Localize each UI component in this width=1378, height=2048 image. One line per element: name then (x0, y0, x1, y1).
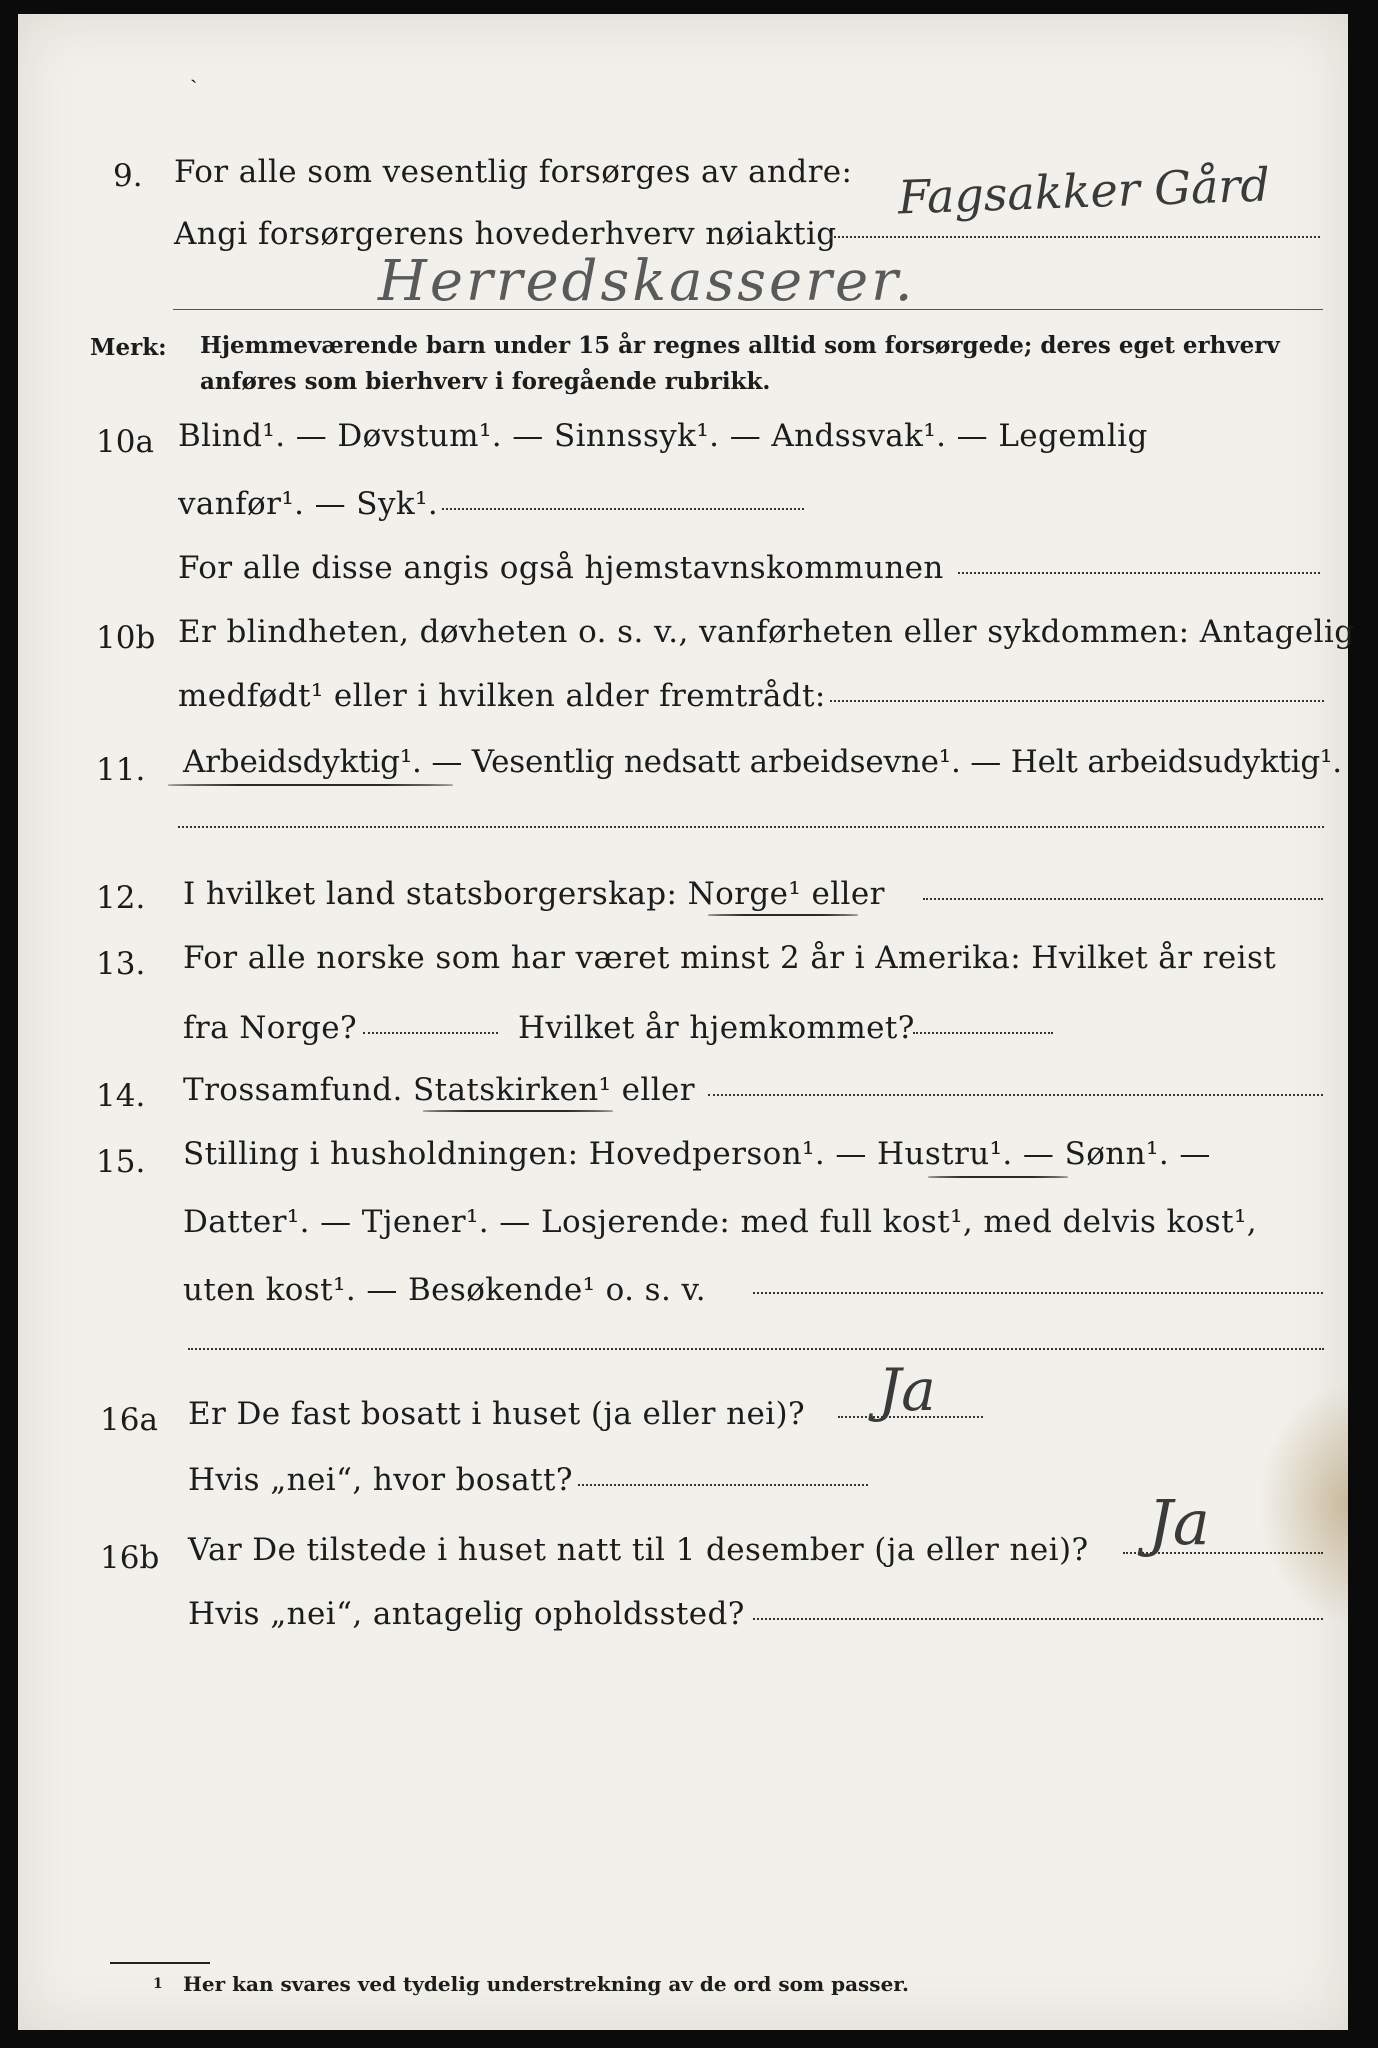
q13-line1: For alle norske som har været minst 2 år i Amerika: Hvilket år reist (183, 940, 1277, 976)
q14-number: 14. (96, 1078, 146, 1114)
q15-line1: Stilling i husholdningen: Hovedperson¹. — Hustru¹. — Sønn¹. — (183, 1136, 1211, 1172)
q12-line1: I hvilket land statsborgerskap: Norge¹ eller (183, 876, 885, 912)
q10b-line1: Er blindheten, døvheten o. s. v., vanførheten eller sykdommen: Antagelig (178, 614, 1355, 650)
q13-number: 13. (96, 946, 146, 982)
q10b-number: 10b (96, 620, 156, 656)
q9-handwritten-answer1: Fagsakker Gård (897, 157, 1271, 225)
q16b-handwritten-answer: Ja (1148, 1486, 1210, 1559)
q15-line2: Datter¹. — Tjener¹. — Losjerende: med full kost¹, med delvis kost¹, (183, 1204, 1258, 1240)
merk-line2: anføres som bierhverv i foregående rubrikk. (200, 368, 771, 395)
q16a-handwritten-answer: Ja (878, 1356, 936, 1424)
census-form-page (18, 14, 1355, 2030)
q16a-number: 16a (100, 1402, 158, 1438)
q16a-line2: Hvis „nei“, hvor bosatt? (188, 1462, 573, 1498)
q15-answer-line (753, 1292, 1323, 1294)
q14-answer-line (708, 1094, 1323, 1096)
q10a-line2: vanfør¹. — Syk¹. (178, 486, 439, 522)
stray-mark: ˎ (190, 59, 198, 84)
q10a-kommune-line (958, 572, 1320, 574)
q16a-bosatt-line (578, 1484, 868, 1486)
q12-underline-norge (708, 914, 858, 916)
q15-extra-line (188, 1348, 1324, 1350)
q14-underline-statskirken (423, 1110, 613, 1112)
q15-underline-hustru (928, 1176, 1068, 1178)
q10a-line3: For alle disse angis også hjemstavnskommunen (178, 550, 944, 586)
q10a-number: 10a (96, 424, 154, 460)
q13-hjemkommet-line (913, 1032, 1053, 1034)
q11-line1: Arbeidsdyktig¹. — Vesentlig nedsatt arbeidsevne¹. — Helt arbeidsudyktig¹. (183, 744, 1342, 780)
q9-second-line (173, 309, 1323, 310)
q11-number: 11. (96, 752, 146, 788)
q14-line1: Trossamfund. Statskirken¹ eller (183, 1072, 695, 1108)
q9-answer-line (830, 236, 1320, 238)
merk-line1: Hjemmeværende barn under 15 år regnes alltid som forsørgede; deres eget erhverv (200, 332, 1280, 359)
footnote-text: Her kan svares ved tydelig understrekning av de ord som passer. (183, 1972, 909, 1996)
q9-line2: Angi forsørgerens hovederhverv nøiaktig (174, 216, 837, 252)
q10b-line2: medfødt¹ eller i hvilken alder fremtrådt: (178, 678, 826, 714)
q10a-answer-line (442, 508, 804, 510)
footnote-rule (110, 1962, 210, 1964)
q9-number: 9. (113, 158, 143, 194)
q12-answer-line (923, 898, 1323, 900)
q16b-opholdssted-line (753, 1618, 1323, 1620)
q16b-line1: Var De tilstede i huset natt til 1 desember (ja eller nei)? (188, 1532, 1089, 1568)
q15-line3: uten kost¹. — Besøkende¹ o. s. v. (183, 1272, 706, 1308)
q16b-number: 16b (100, 1540, 160, 1576)
q11-underline-arbeidsdyktig (168, 784, 453, 786)
q10b-answer-line (830, 700, 1324, 702)
merk-label: Merk: (90, 334, 167, 361)
q12-number: 12. (96, 880, 146, 916)
paper-stain (1258, 1384, 1348, 1624)
q9-handwritten-answer2: Herredskasserer. (378, 249, 916, 314)
q13-reist-line (363, 1032, 498, 1034)
q10a-line1: Blind¹. — Døvstum¹. — Sinnssyk¹. — Andssvak¹. — Legemlig (178, 418, 1148, 454)
footnote-marker: 1 (153, 1976, 163, 1992)
q13-line2b: Hvilket år hjemkommet? (518, 1010, 915, 1046)
q16a-line1: Er De fast bosatt i huset (ja eller nei)? (188, 1396, 806, 1432)
q9-line1: For alle som vesentlig forsørges av andre: (174, 154, 853, 190)
q13-line2a: fra Norge? (183, 1010, 358, 1046)
q16b-line2: Hvis „nei“, antagelig opholdssted? (188, 1596, 745, 1632)
q15-number: 15. (96, 1144, 146, 1180)
q11-answer-line (178, 826, 1324, 828)
